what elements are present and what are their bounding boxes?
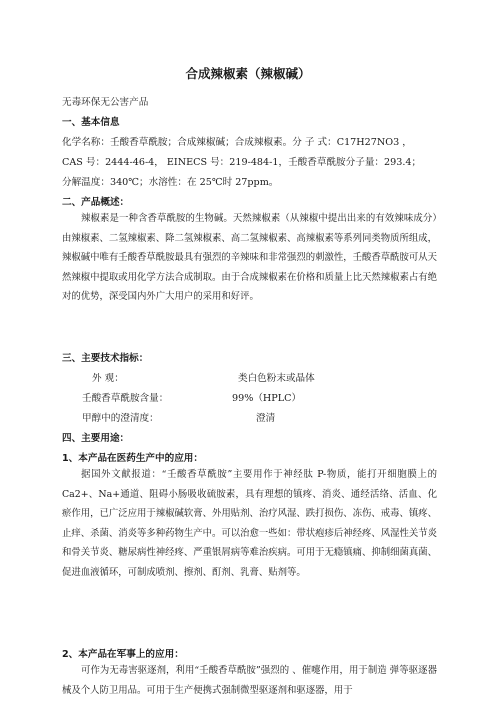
section-heading-basic-info: 一、基本信息 (62, 117, 120, 128)
basic-info-line-1: 化学名称：壬酸香草酰胺；合成辣椒碱；合成辣椒素。分 子 式：C17H27NO3 ， (62, 137, 412, 148)
medical-use-paragraph: 据国外文献报道：“壬酸香草酰胺”主要用作于神经肽 P-物质，能打开细胞膜上的 Ca2+、Na+通道、阻碍小肠吸收硫胺素，具有理想的镇疼、消炎、通经活络、活血、化瘀作用，已广泛应用于辣椒碱软膏、外用贴剂、治疗风湿、跌打损伤、冻伤、戒毒、镇疼、止痒、杀菌、消炎等多种药物生产中。可以治愈一些如：带状疱疹后神经疼、风湿性关节炎和骨关节炎、糖尿病性神经疼、严重银屑病等难治疾病。可用于无瘾镇痛、抑制细菌真菌、促进血液循环，可制成喷剂、擦剂、酊剂、乳膏、贴剂等。 (62, 469, 438, 578)
subsection-heading-medical: 1、本产品在医药生产中的应用： (62, 453, 203, 464)
spec-content-label: 壬酸香草酰胺含量： (82, 393, 169, 404)
spec-appearance-value: 类白色粉末或晶体 (238, 373, 315, 384)
military-use-paragraph: 可作为无毒害驱逐剂，利用“壬酸香草酰胺”强烈的 、催嚏作用，用于制造 弹等驱逐器械及个人防卫用品。可用于生产便携式强制微型驱逐剂和驱逐器，用于 (62, 665, 437, 696)
spec-clarity-label: 甲醇中的澄清度： (82, 413, 159, 424)
basic-info-line-3: 分解温度：340℃；水溶性：在 25℃时 27ppm。 (62, 177, 279, 188)
overview-paragraph: 辣椒素是一种含香草酰胺的生物碱。天然辣椒素（从辣椒中提出出来的有效辣味成分）由辣椒素、二氢辣椒素、降二氢辣椒素、高二氢辣椒素、高辣椒素等系列同类物质所组成，辣椒碱中唯有壬酸香草酰胺最具有强烈的辛辣味和非常强烈的刺激性，壬酸香草酰胺可从天然辣椒中提取或用化学方法合成制取。由于合成辣椒素在价格和质量上比天然辣椒素占有绝对的优势，深受国内外广大用户的采用和好评。 (62, 213, 438, 303)
document-subtitle: 无毒环保无公害产品 (62, 97, 149, 108)
spec-content-value: 99%（HPLC） (232, 393, 302, 404)
spec-appearance-label: 外 观： (92, 373, 124, 384)
subsection-heading-military: 2、本产品在军事上的应用： (62, 649, 184, 660)
section-heading-uses: 四、主要用途： (62, 433, 130, 444)
spec-clarity-value: 澄清 (256, 413, 276, 424)
basic-info-line-2: CAS 号：2444-46-4， EINECS 号：219-484-1，壬酸香草酰胺分子量：293.4； (62, 157, 422, 168)
document-title: 合成辣椒素（辣椒碱） (185, 66, 311, 81)
section-heading-specs: 三、主要技术指标： (62, 353, 149, 364)
section-heading-overview: 二、产品概述： (62, 197, 130, 208)
